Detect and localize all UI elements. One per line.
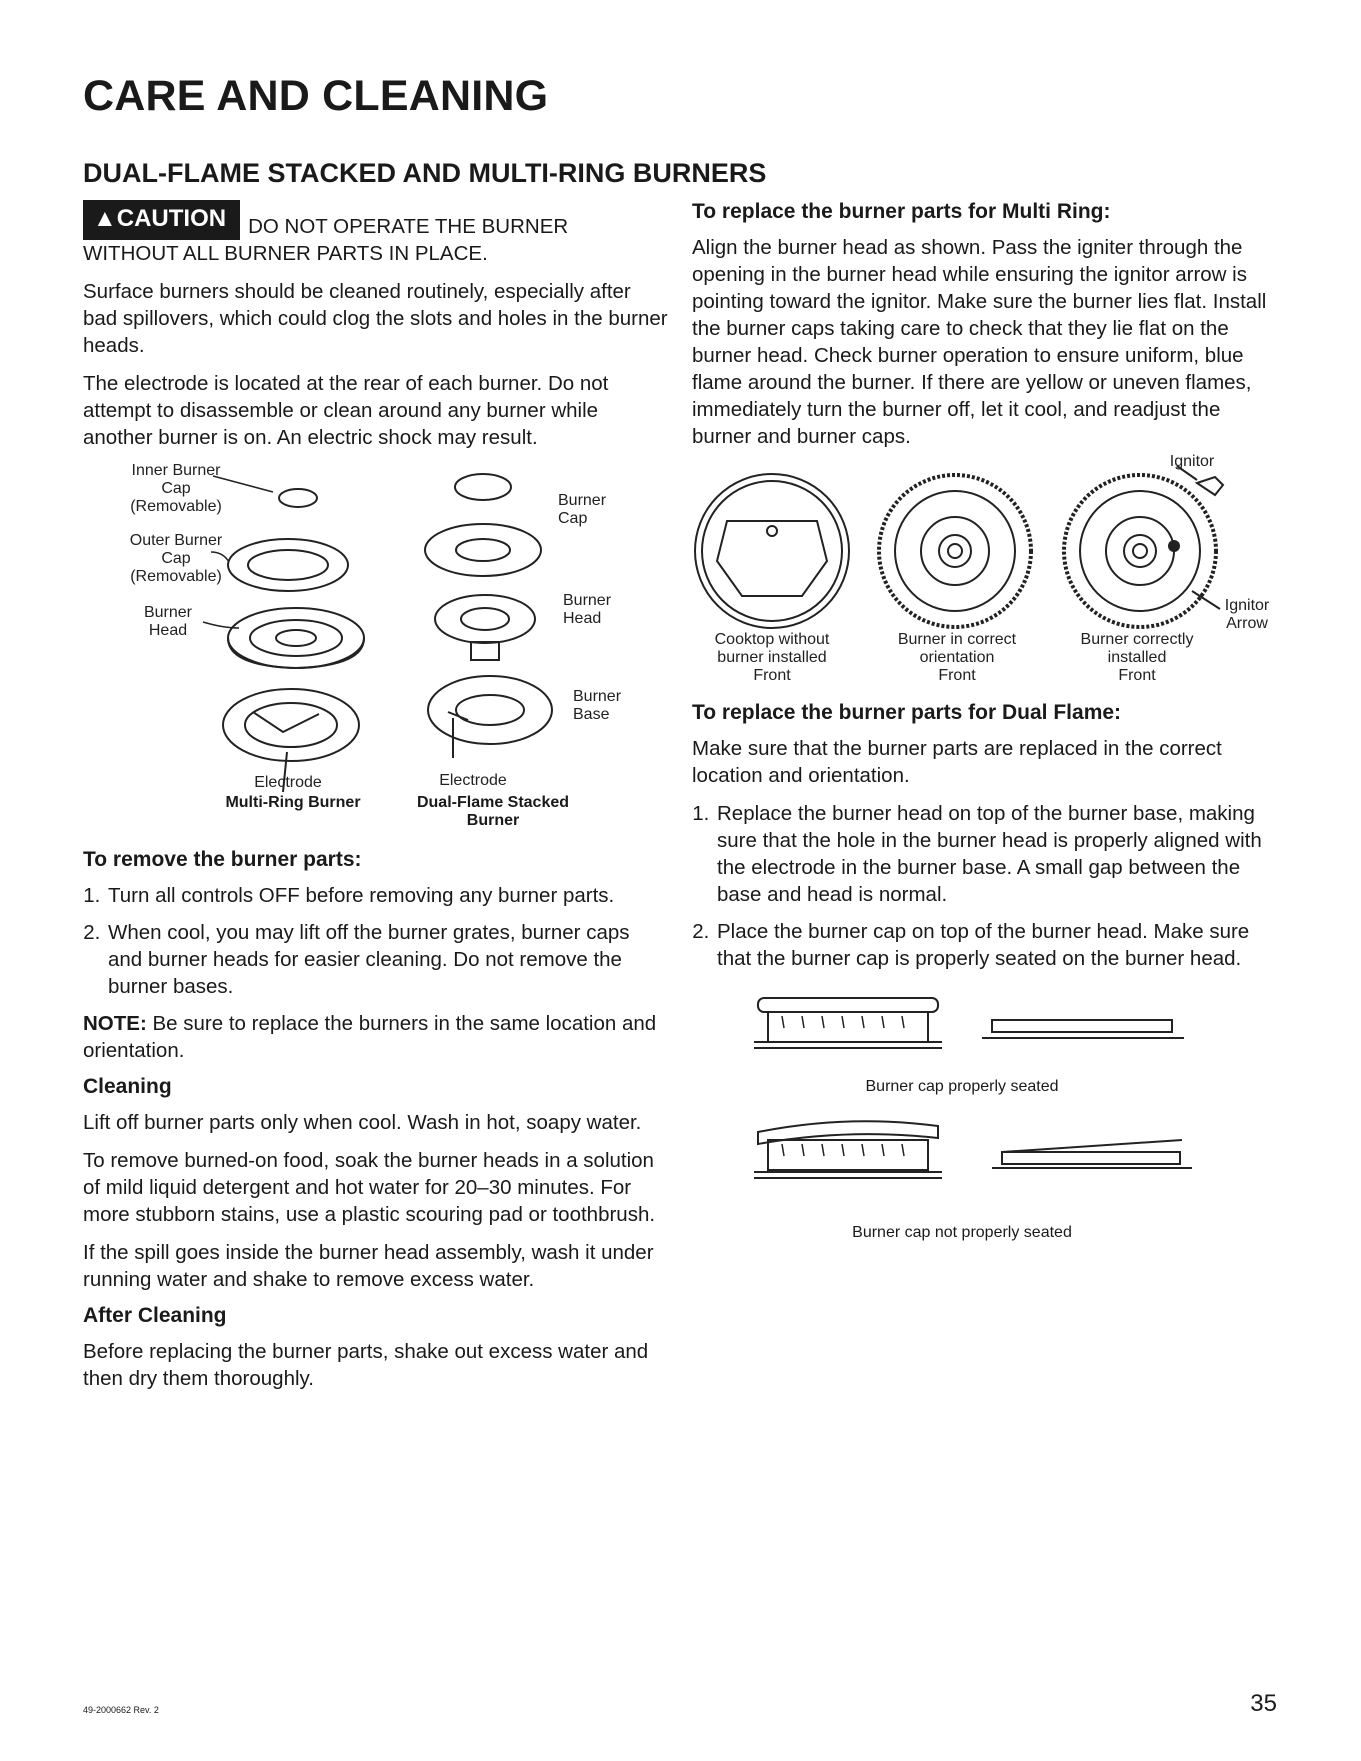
cleaning-paragraph: If the spill goes inside the burner head assembly, wash it under running water and shake to remove excess water. <box>83 1241 654 1291</box>
dual-flame-steps <box>692 800 1284 972</box>
multi-ring-paragraph: Align the burner head as shown. Pass the igniter through the opening in the burner head while ensuring the ignitor arrow is pointing toward the ignitor. Make sure the burner lies flat. Install the burner caps taking care to check that they lie flat on the burner head. Check burner operation to ensure uniform, blue flame around the burner. If there are yellow or uneven flames, immediately turn the burner off, let it cool, and readjust the burner and burner caps. <box>692 236 1267 448</box>
front-label: Front <box>753 667 791 684</box>
page-title: CARE AND CLEANING <box>83 72 549 120</box>
inner-cap-label: Inner Burner Cap (Removable) <box>130 462 222 515</box>
df-electrode-label: Electrode <box>439 772 507 789</box>
correctly-installed-caption <box>1062 631 1212 685</box>
multi-ring-install-figure <box>692 453 1284 701</box>
section-title: DUAL-FLAME STACKED AND MULTI-RING BURNERS <box>83 158 767 188</box>
remove-step: 1. Turn all controls OFF before removing any burner parts. <box>106 882 668 909</box>
caution-badge <box>83 200 240 240</box>
dual-flame-step: 1. Replace the burner head on top of the burner base, making sure that the hole in the burner head is properly aligned with the electrode in the burner base. A small gap between the base and head is normal. <box>715 800 1284 908</box>
remove-heading: To remove the burner parts: <box>83 848 362 871</box>
cleaning-heading: Cleaning <box>83 1075 172 1098</box>
mr-head-label: Burner Head <box>143 604 193 639</box>
caution-label: CAUTION <box>116 205 227 232</box>
document-number: 49-2000662 Rev. 2 <box>83 1705 159 1715</box>
caption-text: Burner correctly installed <box>1080 631 1194 666</box>
page-number: 35 <box>1250 1690 1277 1717</box>
after-cleaning-heading: After Cleaning <box>83 1304 227 1327</box>
note-paragraph <box>83 1010 668 1064</box>
ignitor-label: Ignitor <box>1169 453 1215 470</box>
intro-paragraph: Surface burners should be cleaned routinely, especially after bad spillovers, which could clog the slots and holes in the burner heads. <box>83 280 668 357</box>
mr-electrode-label: Electrode <box>254 774 322 791</box>
dual-flame-paragraph: Make sure that the burner parts are replaced in the correct location and orientation. <box>692 737 1222 787</box>
caution-block <box>83 200 668 267</box>
note-text: Be sure to replace the burners in the same location and orientation. <box>83 1012 657 1062</box>
dual-flame-step: 2. Place the burner cap on top of the burner head. Make sure that the burner cap is properly seated on the burner head. <box>715 918 1284 972</box>
after-cleaning-paragraph: Before replacing the burner parts, shake out excess water and then dry them thoroughly. <box>83 1340 649 1390</box>
df-head-label: Burner Head <box>563 592 612 627</box>
caption-text: Cooktop without burner installed <box>714 631 830 666</box>
front-label: Front <box>938 667 976 684</box>
cleaning-paragraph: Lift off burner parts only when cool. Wash in hot, soapy water. <box>83 1111 642 1134</box>
dual-flame-caption: Dual-Flame Stacked Burner <box>416 794 570 829</box>
remove-steps <box>83 882 668 1000</box>
cleaning-paragraph: To remove burned-on food, soak the burner heads in a solution of mild liquid detergent and hot water for 20–30 minutes. For more stubborn stains, use a plastic scouring pad or toothbrush. <box>83 1149 656 1226</box>
cap-seating-figure <box>692 990 1284 1250</box>
correct-orientation-caption <box>882 631 1032 685</box>
df-cap-label: Burner Cap <box>558 492 607 527</box>
right-column <box>692 200 1284 1250</box>
note-label: NOTE: <box>83 1012 147 1035</box>
warning-triangle-icon: ▲ <box>93 205 117 232</box>
electrode-paragraph: The electrode is located at the rear of each burner. Do not attempt to disassemble or clean around any burner while another burner is on. An electric shock may result. <box>83 372 609 449</box>
not-seated-caption: Burner cap not properly seated <box>852 1224 1072 1241</box>
df-base-label: Burner Base <box>573 688 622 723</box>
caution-text: DO NOT OPERATE THE BURNER WITHOUT ALL BURNER PARTS IN PLACE. <box>83 215 569 265</box>
cap-seating-illustration <box>692 990 1284 1250</box>
cooktop-caption <box>697 631 847 685</box>
front-label: Front <box>1118 667 1156 684</box>
left-column <box>83 200 668 1403</box>
multi-ring-heading: To replace the burner parts for Multi Ring: <box>692 200 1111 223</box>
burner-parts-diagram <box>83 462 668 840</box>
properly-seated-caption: Burner cap properly seated <box>865 1078 1059 1095</box>
multi-ring-caption: Multi-Ring Burner <box>225 794 361 811</box>
caption-text: Burner in correct orientation <box>897 631 1017 666</box>
ignitor-arrow-label: Ignitor Arrow <box>1224 597 1270 632</box>
remove-step: 2. When cool, you may lift off the burner grates, burner caps and burner heads for easier cleaning. Do not remove the burner bases. <box>106 919 668 1000</box>
dual-flame-heading: To replace the burner parts for Dual Flame: <box>692 701 1122 724</box>
outer-cap-label: Outer Burner Cap (Removable) <box>129 532 223 585</box>
